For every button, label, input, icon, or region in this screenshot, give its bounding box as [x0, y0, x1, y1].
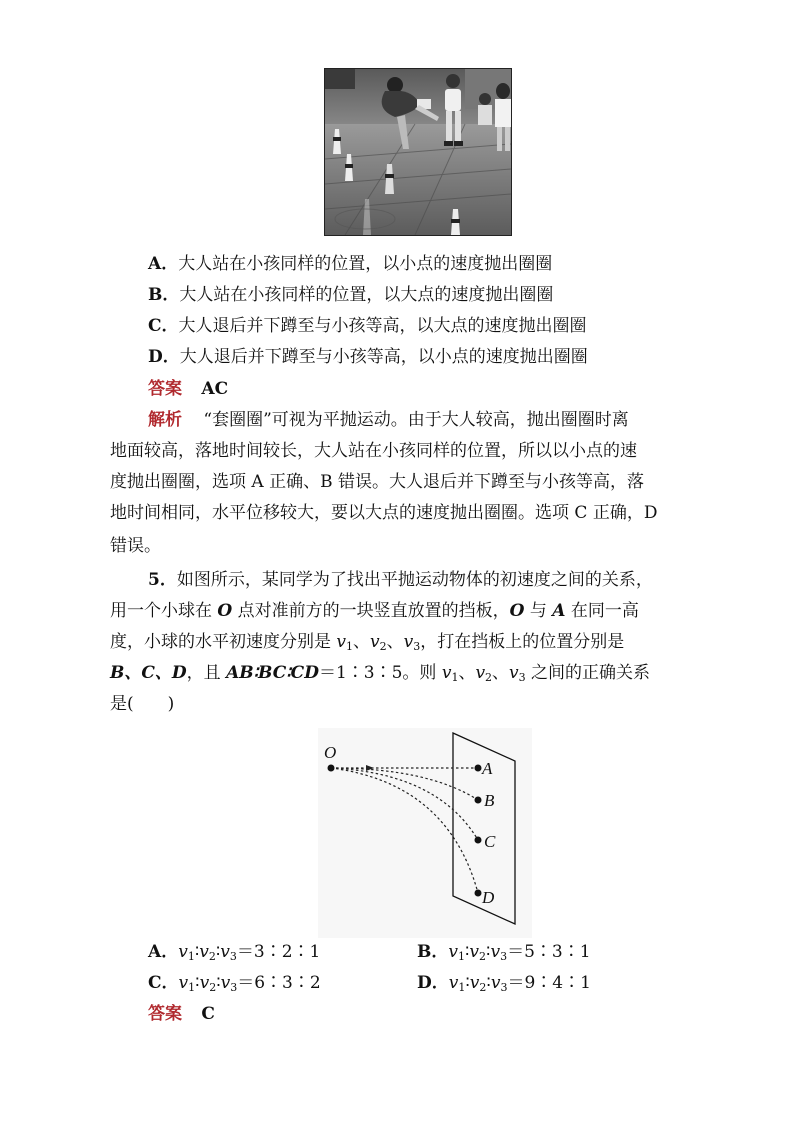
point-d [475, 890, 482, 897]
diagram-svg [318, 728, 532, 938]
option-a: A．大人站在小孩同样的位置，以小点的速度抛出圈圈 [148, 254, 553, 274]
question-5-line-3: 度，小球的水平初速度分别是 $v_1$、$v_2$、$v_3$，打在挡板上的位置分别是 [110, 632, 625, 653]
question-5-line-2: 用一个小球在 O 点对准前方的一块竖直放置的挡板，O 与 A 在同一高 [110, 601, 639, 621]
point-o [328, 765, 335, 772]
answer-value: AC [201, 379, 229, 399]
answer-row-1 [148, 379, 228, 399]
question-5-line-5: 是( ) [110, 694, 175, 714]
label-d: D [482, 888, 495, 907]
question-number: 5． [148, 570, 177, 590]
option-d: D．大人退后并下蹲至与小孩等高，以小点的速度抛出圈圈 [148, 347, 588, 367]
analysis-line-4: 地时间相同，水平位移较大，要以大点的速度抛出圈圈。选项 C 正确，D [110, 503, 658, 523]
analysis-line-1: 解析 “套圈圈”可视为平抛运动。由于大人较高，抛出圈圈时离 [148, 410, 629, 430]
answer-row-2 [148, 1004, 215, 1024]
q5-option-b: B．$v_1∶v_2∶v_3=5∶3∶1$ [417, 942, 591, 963]
analysis-line-3: 度抛出圈圈，选项 A 正确、B 错误。大人退后并下蹲至与小孩等高，落 [110, 472, 644, 492]
option-c: C．大人退后并下蹲至与小孩等高，以大点的速度抛出圈圈 [148, 316, 587, 336]
label-o: O [324, 743, 337, 762]
analysis-label: 解析 [148, 410, 182, 430]
label-a: A [482, 759, 493, 778]
answer-label: 答案 [148, 379, 182, 399]
point-c [475, 837, 482, 844]
q5-option-c: C．$v_1∶v_2∶v_3=6∶3∶2$ [148, 973, 321, 994]
point-a [475, 765, 482, 772]
q5-option-a: A．$v_1∶v_2∶v_3=3∶2∶1$ [148, 942, 321, 963]
answer-label-2: 答案 [148, 1004, 182, 1024]
answer-value-2: C [201, 1004, 215, 1024]
option-b: B．大人站在小孩同样的位置，以大点的速度抛出圈圈 [148, 285, 554, 305]
analysis-line-5: 错误。 [110, 536, 161, 556]
point-b [475, 797, 482, 804]
photo-image [325, 69, 511, 235]
label-b: B [484, 791, 495, 810]
projectile-diagram [318, 728, 532, 938]
analysis-line-2: 地面较高，落地时间较长，大人站在小孩同样的位置，所以以小点的速 [110, 441, 637, 461]
photo-children-ring-toss [324, 68, 512, 236]
question-5-line-4: B、C、D，且 AB∶BC∶CD＝1∶3∶5。则 $v_1$、$v_2$、$v_3$ 之间的正确关系 [110, 663, 651, 684]
q5-option-d: D．$v_1∶v_2∶v_3=9∶4∶1$ [417, 973, 591, 994]
label-c: C [484, 832, 496, 851]
question-5-line-1: 5．如图所示，某同学为了找出平抛运动物体的初速度之间的关系， [148, 570, 653, 590]
